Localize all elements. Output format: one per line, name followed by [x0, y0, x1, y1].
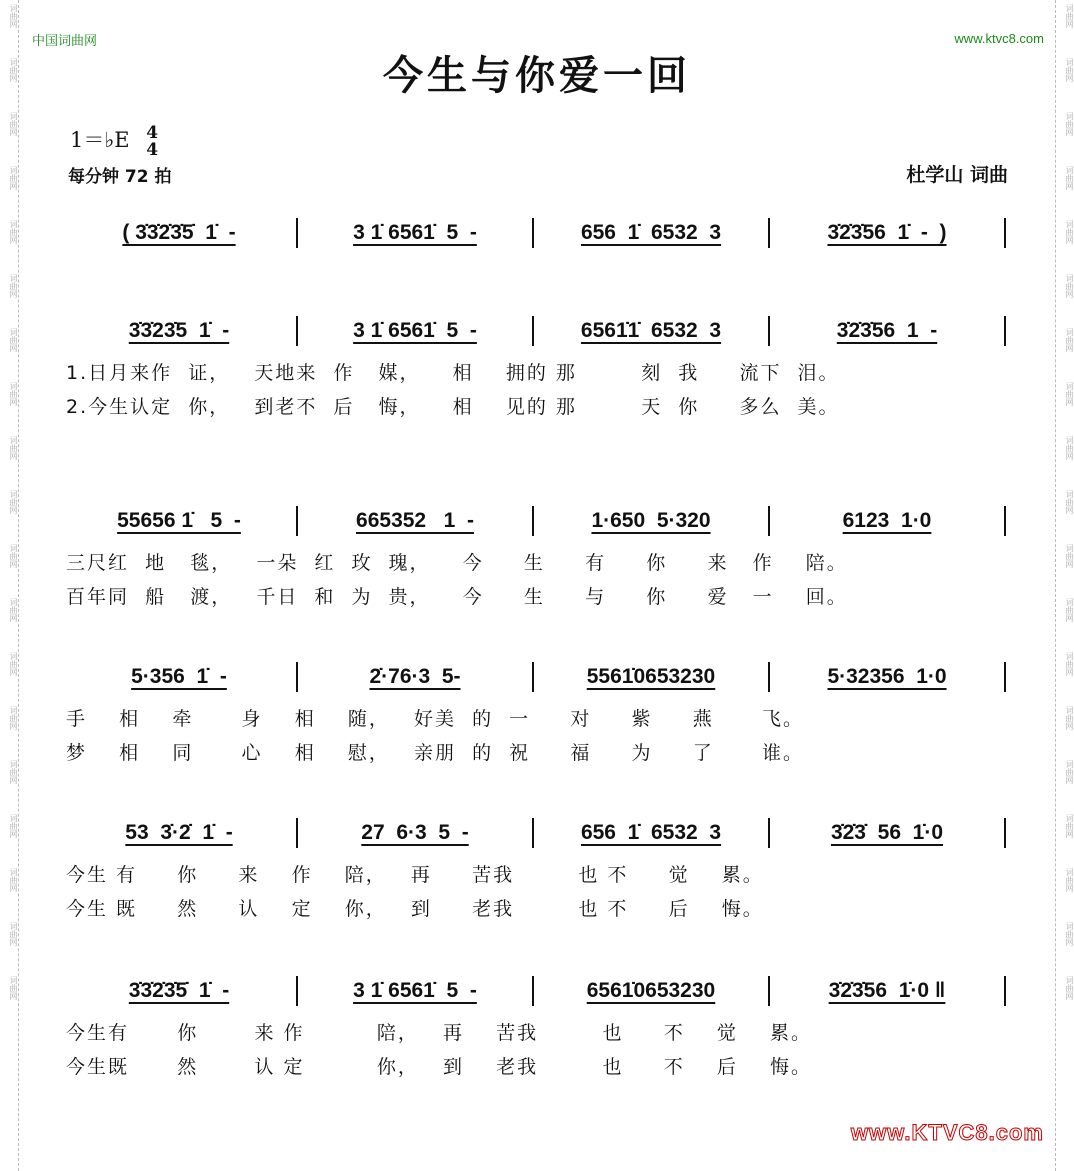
edge-watermark-text: 词曲网: [1065, 58, 1074, 82]
bar-line: [768, 818, 770, 848]
notation-line: [66, 976, 1010, 1006]
bar-line: [532, 662, 534, 692]
edge-watermark-text: 词曲网: [1065, 760, 1074, 784]
time-signature: [146, 122, 159, 160]
author: 杜学山 词曲: [906, 164, 1008, 186]
edge-watermark-text: 词曲网: [9, 220, 18, 244]
edge-watermark-text: 词曲网: [9, 652, 18, 676]
bar-line: [768, 316, 770, 346]
measure: 5·32356 1·0: [827, 665, 947, 688]
bar-line: [532, 506, 534, 536]
measure: 3̇2̇3̇56 1 -: [836, 319, 938, 342]
key-label: 1＝♭E: [70, 128, 130, 152]
measure: 3̇3̇23̇5 1̇ -: [128, 319, 230, 342]
measure: 2̇·76·3 5-: [369, 665, 461, 688]
lyrics-verse-2: 2.今生认定 你， 到老不 后 悔， 相 见的 那 天 你 多么 美。: [66, 396, 840, 418]
measure: 27 6·3 5 -: [361, 821, 469, 844]
bar-line: [296, 818, 298, 848]
bar-line: [296, 662, 298, 692]
bar-line: [532, 316, 534, 346]
edge-watermark-text: 词曲网: [9, 436, 18, 460]
measure: 5561̇0653230: [586, 665, 716, 688]
measure: 3 1̇ 6561̇ 5 -: [353, 221, 477, 244]
edge-watermark-text: 词曲网: [1065, 220, 1074, 244]
edge-watermark-text: 词曲网: [1065, 976, 1074, 1000]
bar-line: [768, 218, 770, 248]
measure: 5·356 1̇ -: [131, 665, 227, 688]
measure: 6561̇1̇ 6532 3: [580, 319, 722, 342]
measure: 3̇2̇3̇56 1̇ - ): [827, 221, 947, 244]
measure: 665352 1 -: [356, 509, 474, 532]
measure: 3̇3̇2̇3̇5̇ 1̇ -: [128, 979, 230, 1002]
lyrics-verse-2: 梦 相 同 心 相 慰， 亲朋 的 祝 福 为 了 谁。: [66, 742, 804, 764]
site-url-right[interactable]: www.ktvc8.com: [954, 31, 1044, 46]
measure: 3̇2̇3̇56 1̇·0 ‖: [828, 979, 946, 1002]
notation-line: [66, 506, 1010, 536]
edge-watermark-text: 词曲网: [9, 4, 18, 28]
edge-watermark-left: [0, 0, 19, 1171]
measure: 3 1̇ 6561̇ 5 -: [353, 979, 477, 1002]
edge-watermark-text: 词曲网: [1065, 922, 1074, 946]
edge-watermark-text: 词曲网: [1065, 436, 1074, 460]
bar-line: [1004, 316, 1006, 346]
edge-watermark-text: 词曲网: [9, 598, 18, 622]
bottom-logo: www.KTVC8.com: [850, 1120, 1044, 1145]
site-name-left[interactable]: 中国词曲网: [32, 34, 98, 49]
edge-watermark-text: 词曲网: [9, 706, 18, 730]
meter-bottom: 4: [146, 139, 159, 160]
edge-watermark-text: 词曲网: [1065, 382, 1074, 406]
measure: 6123 1·0: [842, 509, 932, 532]
measure: 55656 1̇ 5 -: [117, 509, 241, 532]
edge-watermark-text: 词曲网: [1065, 652, 1074, 676]
edge-watermark-text: 词曲网: [9, 274, 18, 298]
bar-line: [1004, 218, 1006, 248]
edge-watermark-text: 词曲网: [1065, 706, 1074, 730]
measure: 53 3̇·2̇ 1̇ -: [125, 821, 233, 844]
measure: 6561̇0653230: [586, 979, 716, 1002]
edge-watermark-text: 词曲网: [9, 976, 18, 1000]
lyrics-verse-1: 今生 有 你 来 作 陪， 再 苦我 也 不 觉 累。: [66, 864, 764, 886]
measure: 656 1̇ 6532 3: [580, 221, 722, 244]
edge-watermark-text: 词曲网: [1065, 490, 1074, 514]
edge-watermark-text: 词曲网: [1065, 814, 1074, 838]
measure: ( 3̇3̇2̇3̇5̇ 1̇ -: [122, 221, 236, 244]
tempo: 每分钟 72 拍: [68, 167, 172, 187]
measure: 1·650 5·320: [591, 509, 711, 532]
bar-line: [296, 218, 298, 248]
edge-watermark-text: 词曲网: [9, 328, 18, 352]
edge-watermark-text: 词曲网: [9, 922, 18, 946]
bar-line: [1004, 506, 1006, 536]
bar-line: [768, 662, 770, 692]
edge-watermark-text: 词曲网: [9, 868, 18, 892]
bar-line: [532, 976, 534, 1006]
edge-watermark-text: 词曲网: [1065, 598, 1074, 622]
edge-watermark-text: 词曲网: [9, 58, 18, 82]
lyrics-verse-1: 1.日月来作 证， 天地来 作 媒， 相 拥的 那 刻 我 流下 泪。: [66, 362, 840, 384]
notation-line: [66, 218, 1010, 248]
notation-line: [66, 662, 1010, 692]
bar-line: [296, 506, 298, 536]
edge-watermark-text: 词曲网: [1065, 4, 1074, 28]
measure: 3̇2̇3̇ 56 1̇·0: [830, 821, 944, 844]
edge-watermark-text: 词曲网: [1065, 112, 1074, 136]
measure: 656 1̇ 6532 3: [580, 821, 722, 844]
bar-line: [296, 316, 298, 346]
edge-watermark-text: 词曲网: [9, 490, 18, 514]
bar-line: [768, 976, 770, 1006]
bar-line: [1004, 662, 1006, 692]
lyrics-verse-2: 今生 既 然 认 定 你， 到 老我 也 不 后 悔。: [66, 898, 764, 920]
bar-line: [296, 976, 298, 1006]
bar-line: [532, 218, 534, 248]
notation-line: [66, 818, 1010, 848]
bar-line: [768, 506, 770, 536]
lyrics-verse-1: 今生有 你 来 作 陪， 再 苦我 也 不 觉 累。: [66, 1022, 813, 1044]
meter-top: 4: [146, 122, 159, 143]
song-title: 今生与你爱一回: [383, 52, 691, 99]
edge-watermark-text: 词曲网: [1065, 274, 1074, 298]
edge-watermark-text: 词曲网: [9, 166, 18, 190]
lyrics-verse-2: 百年同 船 渡， 千日 和 为 贵， 今 生 与 你 爱 一 回。: [66, 586, 848, 608]
edge-watermark-text: 词曲网: [1065, 544, 1074, 568]
lyrics-verse-2: 今生既 然 认 定 你， 到 老我 也 不 后 悔。: [66, 1056, 813, 1078]
bar-line: [1004, 818, 1006, 848]
bar-line: [1004, 976, 1006, 1006]
lyrics-verse-1: 手 相 牵 身 相 随， 好美 的 一 对 紫 燕 飞。: [66, 708, 804, 730]
measure: 3 1̇ 6561̇ 5 -: [353, 319, 477, 342]
key-signature: [70, 124, 158, 159]
lyrics-verse-1: 三尺红 地 毯， 一朵 红 玫 瑰， 今 生 有 你 来 作 陪。: [66, 552, 848, 574]
edge-watermark-text: 词曲网: [9, 814, 18, 838]
edge-watermark-text: 词曲网: [9, 760, 18, 784]
edge-watermark-right: [1055, 0, 1074, 1171]
edge-watermark-text: 词曲网: [1065, 166, 1074, 190]
edge-watermark-text: 词曲网: [9, 544, 18, 568]
edge-watermark-text: 词曲网: [1065, 328, 1074, 352]
edge-watermark-text: 词曲网: [9, 112, 18, 136]
edge-watermark-text: 词曲网: [1065, 868, 1074, 892]
bar-line: [532, 818, 534, 848]
edge-watermark-text: 词曲网: [9, 382, 18, 406]
notation-line: [66, 316, 1010, 346]
